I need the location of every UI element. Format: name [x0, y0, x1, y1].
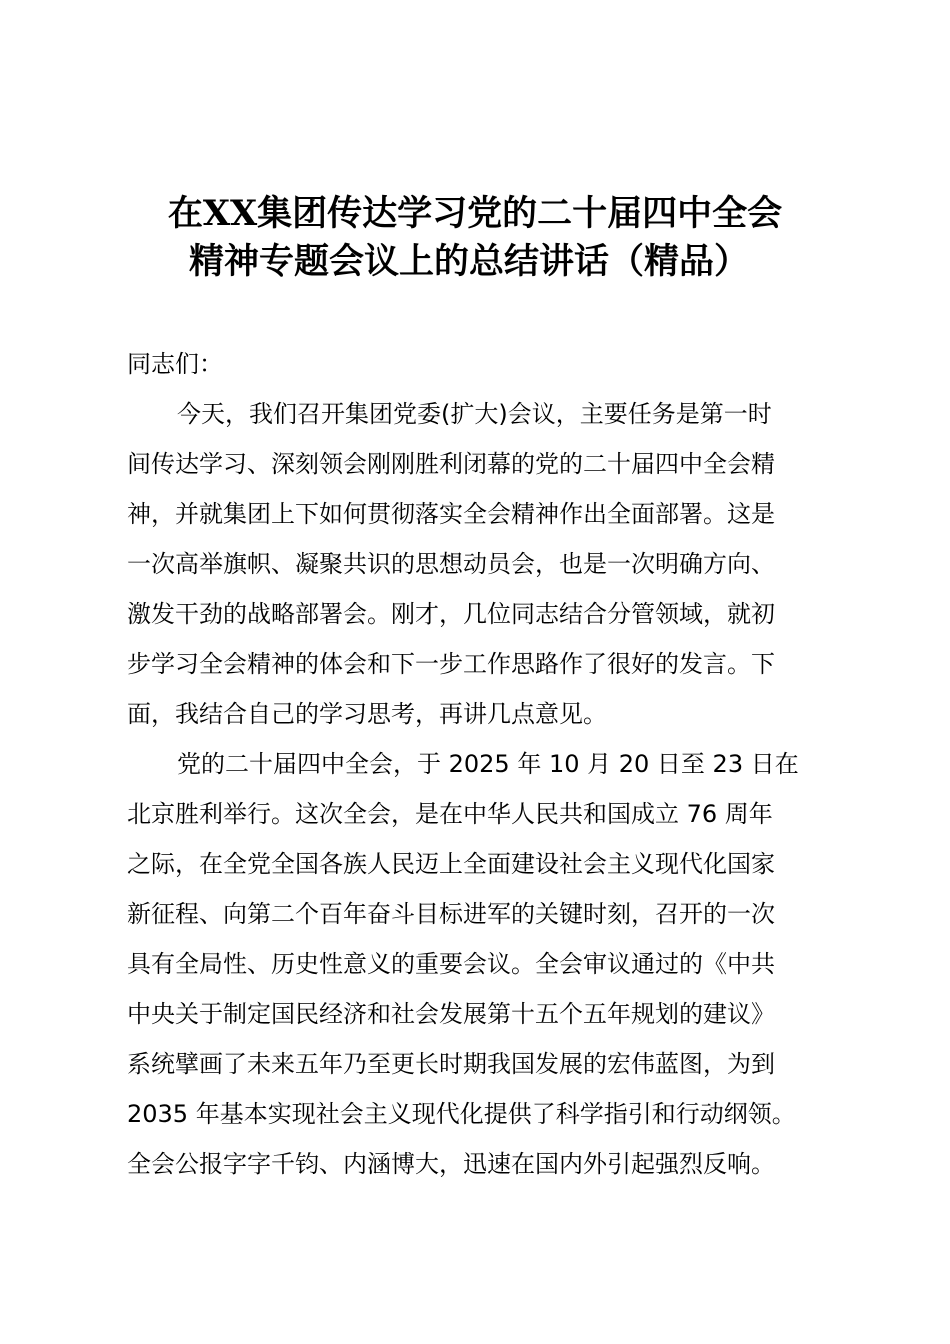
text-line: 神，并就集团上下如何贯彻落实全会精神作出全面部署。这是	[127, 500, 775, 528]
title-line: 精神专题会议上的总结讲话（精品）	[188, 241, 749, 282]
text-line: 今天，我们召开集团党委(扩大)会议，主要任务是第一时	[177, 400, 772, 428]
text-line: 新征程、向第二个百年奋斗目标进军的关键时刻，召开的一次	[127, 900, 775, 928]
document-body	[127, 339, 847, 1189]
text-line: 间传达学习、深刻领会刚刚胜利闭幕的党的二十届四中全会精	[127, 450, 775, 478]
text-line: 一次高举旗帜、凝聚共识的思想动员会，也是一次明确方向、	[127, 550, 775, 578]
text-line: 具有全局性、历史性意义的重要会议。全会审议通过的《中共	[127, 950, 775, 978]
text-line: 全会公报字字千钧、内涵博大，迅速在国内外引起强烈反响。	[127, 1150, 775, 1178]
text-line: 北京胜利举行。这次全会，是在中华人民共和国成立 76 周年	[127, 800, 773, 828]
text-line: 之际，在全党全国各族人民迈上全面建设社会主义现代化国家	[127, 850, 775, 878]
text-line: 面，我结合自己的学习思考，再讲几点意见。	[127, 700, 607, 728]
document-title	[0, 190, 950, 286]
text-line: 系统擘画了未来五年乃至更长时期我国发展的宏伟蓝图，为到	[127, 1050, 775, 1078]
paragraph-1	[127, 389, 847, 739]
text-line: 步学习全会精神的体会和下一步工作思路作了很好的发言。下	[127, 650, 775, 678]
text-line: 党的二十届四中全会，于 2025 年 10 月 20 日至 23 日在	[177, 750, 799, 778]
text-line: 2035 年基本实现社会主义现代化提供了科学指引和行动纲领。	[127, 1100, 796, 1128]
text-line: 激发干劲的战略部署会。刚才，几位同志结合分管领域，就初	[127, 600, 775, 628]
title-line: 在XX集团传达学习党的二十届四中全会	[167, 193, 783, 234]
text-line: 中央关于制定国民经济和社会发展第十五个五年规划的建议》	[127, 1000, 775, 1028]
salutation: 同志们：	[127, 350, 223, 378]
paragraph-2	[127, 739, 847, 1189]
